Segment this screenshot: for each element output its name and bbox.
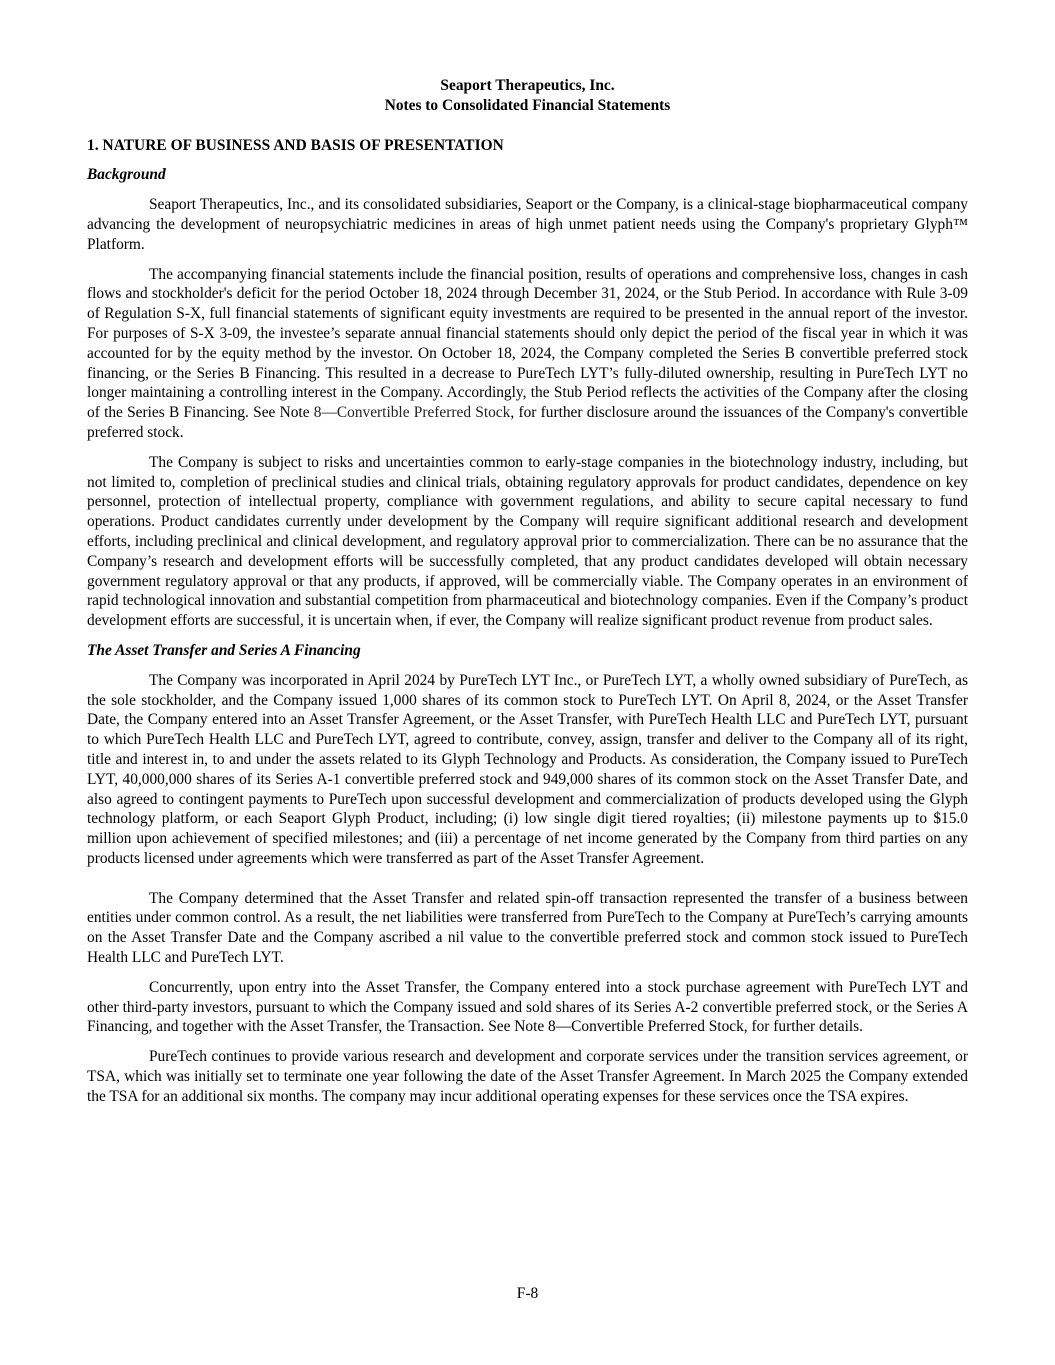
- company-name: Seaport Therapeutics, Inc.: [440, 77, 615, 94]
- background-paragraph-2: [87, 265, 968, 443]
- document-body: [87, 76, 968, 1107]
- paragraph-text: , for further disclosure around the issuances of the Company's convertible preferred stock.: [87, 404, 969, 441]
- asset-transfer-heading: The Asset Transfer and Series A Financing: [87, 641, 361, 659]
- paragraph-text: The accompanying financial statements include the financial position, results of operations and comprehensive loss, changes in cash flows and stockholder's deficit for the period October 18, 2024 through December 31, 2024, or the Stub Period. In accordance with Rule 3-09 of Regulation S-X, full financial statements of significant equity investments are required to be presented in the annual report of the investor. For purposes of S-X 3-09, the investee’s separate annual financial statements should only depict the period of the fiscal year in which it was accounted for by the equity method by the investor. On October 18, 2024, the Company completed the Series B convertible preferred stock financing, or the Series B Financing. This resulted in a decrease to PureTech LYT’s fully-diluted ownership, resulting in PureTech LYT no longer maintaining a controlling interest in the Company. Accordingly, the Stub Period reflects the activities of the Company after the closing of the Series B Financing. See Note: [87, 265, 968, 422]
- asset-transfer-paragraph-2: The Company determined that the Asset Transfer and related spin-off transaction represented the transfer of a business between entities under common control. As a result, the net liabilities were transferred from PureTech to the Company at PureTech’s carrying amounts on the Asset Transfer Date and the Company ascribed a nil value to the convertible preferred stock and common stock issued to PureTech Health LLC and PureTech LYT.: [87, 889, 968, 967]
- background-paragraph-1: Seaport Therapeutics, Inc., and its consolidated subsidiaries, Seaport or the Company, is a clinical-stage biopharmaceutical company advancing the development of neuropsychiatric medicines in areas of high unmet patient needs using the Company's proprietary Glyph™ Platform.: [87, 196, 968, 253]
- asset-transfer-paragraph-3: Concurrently, upon entry into the Asset Transfer, the Company entered into a stock purchase agreement with PureTech LYT and other third-party investors, pursuant to which the Company issued and sold shares of its Series A-2 convertible preferred stock, or the Series A Financing, and together with the Asset Transfer, the Transaction. See Note 8—Convertible Preferred Stock, for further details.: [87, 978, 968, 1036]
- background-paragraph-3: The Company is subject to risks and uncertainties common to early-stage companies in the biotechnology industry, including, but not limited to, completion of preclinical studies and clinical trials, obtaining regulatory approvals for product candidates, dependence on key personnel, protection of intellectual property, compliance with government regulations, and ability to secure capital necessary to fund operations. Product candidates currently under development by the Company will require significant additional research and development efforts, including preclinical and clinical development, and regulatory approval prior to commercialization. There can be no assurance that the Company’s research and development efforts will be successfully completed, that any product candidates developed will obtain necessary government regulatory approval or that any products, if approved, will be commercially viable. The Company operates in an environment of rapid technological innovation and substantial competition from pharmaceutical and biotechnology companies. Even if the Company’s product development efforts are successful, it is uncertain when, if ever, the Company will realize significant product revenue from product sales.: [87, 453, 968, 630]
- document-title: Notes to Consolidated Financial Statements: [384, 96, 671, 114]
- background-heading: Background: [87, 166, 166, 184]
- asset-transfer-paragraph-4: PureTech continues to provide various research and development and corporate services under the transition services agreement, or TSA, which was initially set to terminate one year following the date of the Asset Transfer Agreement. In March 2025 the Company extended the TSA for an additional six months. The company may incur additional operating expenses for these services once the TSA expires.: [87, 1048, 968, 1105]
- asset-transfer-paragraph-1: The Company was incorporated in April 2024 by PureTech LYT Inc., or PureTech LYT, a wholly owned subsidiary of PureTech, as the sole stockholder, and the Company issued 1,000 shares of its common stock to PureTech LYT. On April 8, 2024, or the Asset Transfer Date, the Company entered into an Asset Transfer Agreement, or the Asset Transfer, with PureTech Health LLC and PureTech LYT, pursuant to which PureTech Health LLC and PureTech LYT, agreed to contribute, convey, assign, transfer and deliver to the Company all of its right, title and interest in, to and under the assets related to its Glyph Technology and Products. As consideration, the Company issued to PureTech LYT, 40,000,000 shares of its Series A-1 convertible preferred stock and 949,000 shares of its common stock on the Asset Transfer Date, and also agreed to contingent payments to PureTech upon successful development and commercialization of products developed using the Glyph technology platform, or each Seaport Glyph Product, including; (i) low single digit tiered royalties; (ii) milestone payments up to $15.0 million upon achievement of specified milestones; and (iii) a percentage of net income generated by the Company from third parties on any products licensed under agreements which were transferred as part of the Asset Transfer Agreement.: [87, 671, 968, 867]
- page-number: F-8: [516, 1285, 539, 1302]
- note-8-cross-reference-link[interactable]: 8—Convertible Preferred Stock: [313, 404, 511, 422]
- section-heading: 1. NATURE OF BUSINESS AND BASIS OF PRESENTATION: [87, 136, 504, 154]
